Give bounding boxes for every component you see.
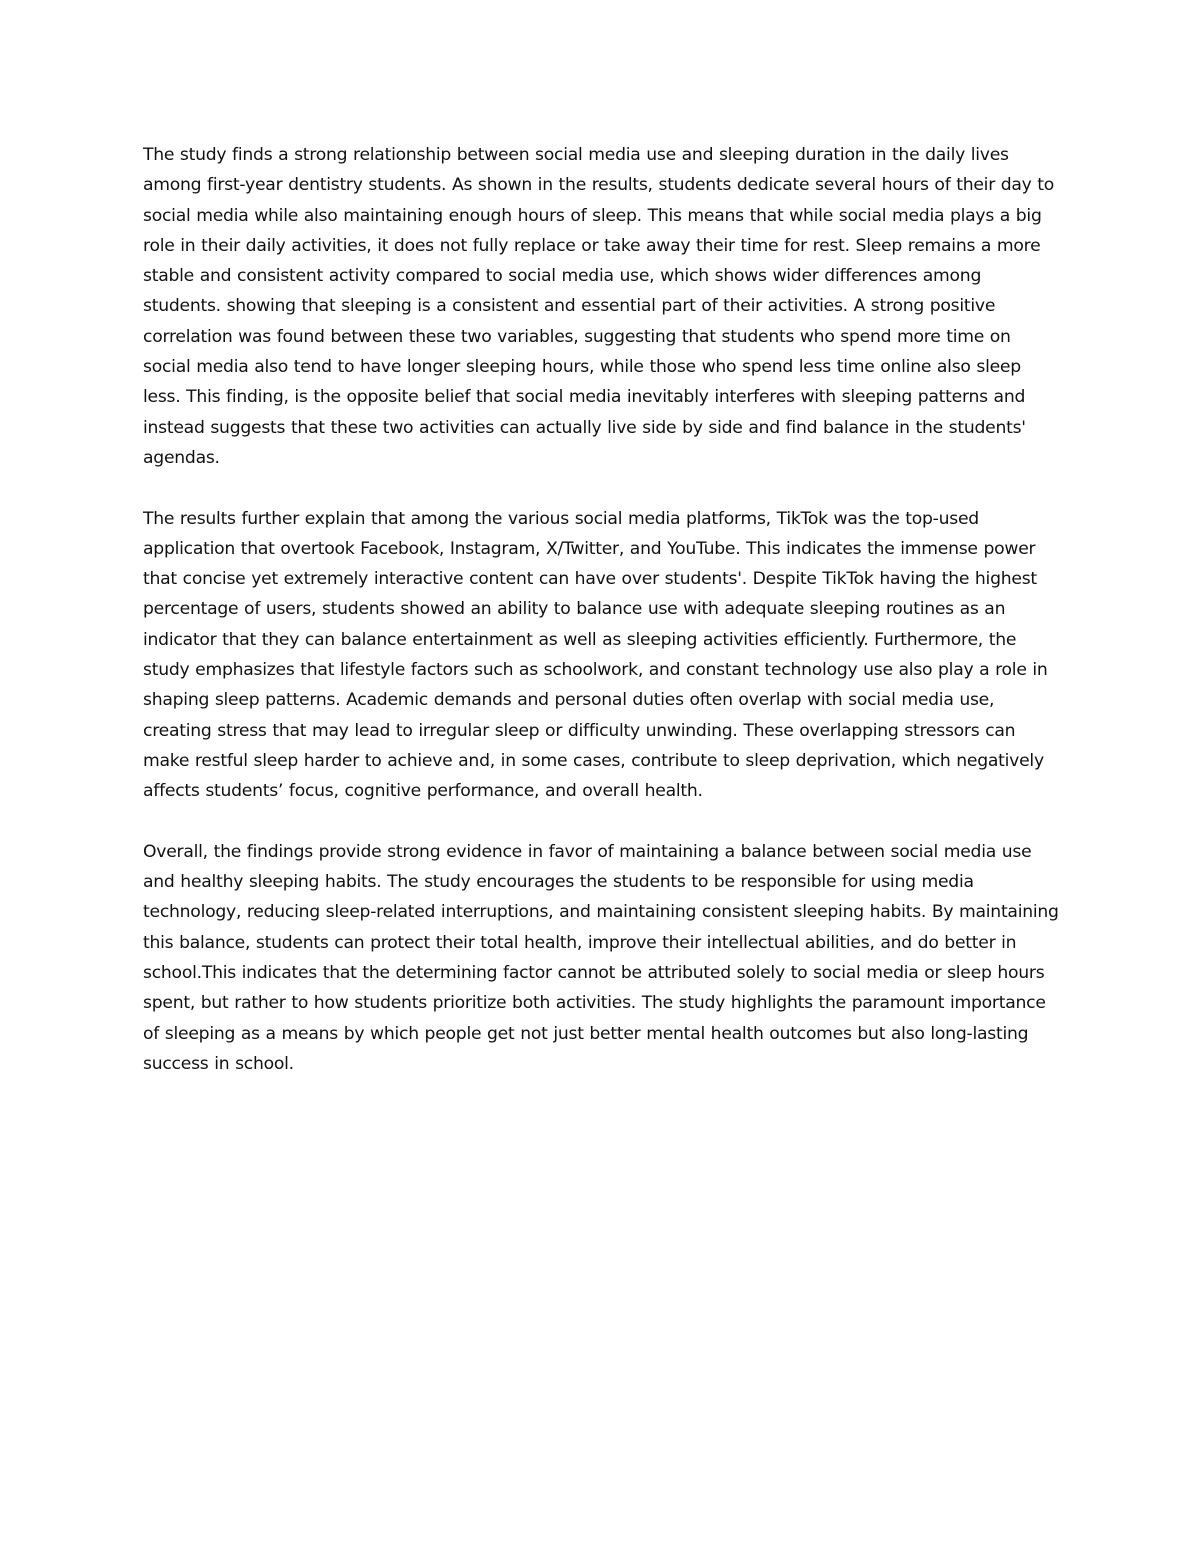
paragraph-3: Overall, the findings provide strong evidence in favor of maintaining a balance between social media use and healthy sleeping habits. The study encourages the students to be responsible for using media technology, reducing sleep-related interruptions, and maintaining consistent sleeping habits. By maintaining this balance, students can protect their total health, improve their intellectual abilities, and do better in school.This indicates that the determining factor cannot be attributed solely to social media or sleep hours spent, but rather to how students prioritize both activities. The study highlights the paramount importance of sleeping as a means by which people get not just better mental health outcomes but also long-lasting success in school. bbox=[143, 841, 1059, 1074]
paragraph-2: The results further explain that among the various social media platforms, TikTok was the top-used application that overtook Facebook, Instagram, X/Twitter, and YouTube. This indicates the immense power that concise yet extremely interactive content can have over students'. Despite TikTok having the highest percentage of users, students showed an ability to balance use with adequate sleeping routines as an indicator that they can balance entertainment as well as sleeping activities efficiently. Furthermore, the study emphasizes that lifestyle factors such as schoolwork, and constant technology use also play a role in shaping sleep patterns. Academic demands and personal duties often overlap with social media use, creating stress that may lead to irregular sleep or difficulty unwinding. These overlapping stressors can make restful sleep harder to achieve and, in some cases, contribute to sleep deprivation, which negatively affects students’ focus, cognitive performance, and overall health. bbox=[143, 508, 1048, 802]
paragraph-1: The study finds a strong relationship between social media use and sleeping duration in the daily lives among first-year dentistry students. As shown in the results, students dedicate several hours of their day to social media while also maintaining enough hours of sleep. This means that while social media plays a big role in their daily activities, it does not fully replace or take away their time for rest. Sleep remains a more stable and consistent activity compared to social media use, which shows wider differences among students. showing that sleeping is a consistent and essential part of their activities. A strong positive correlation was found between these two variables, suggesting that students who spend more time on social media also tend to have longer sleeping hours, while those who spend less time online also sleep less. This finding, is the opposite belief that social media inevitably interferes with sleeping patterns and instead suggests that these two activities can actually live side by side and find balance in the students' agendas. bbox=[143, 145, 1055, 468]
document-body bbox=[143, 140, 1063, 1110]
